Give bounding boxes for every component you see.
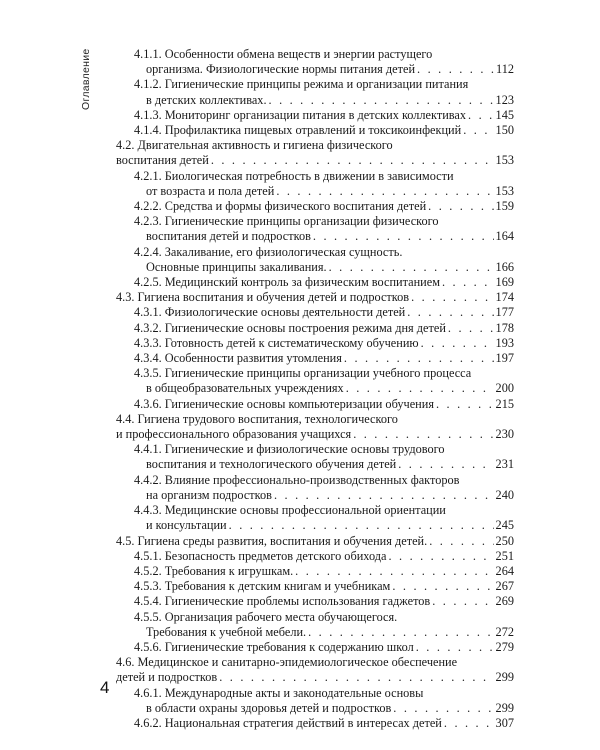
dot-leader (448, 321, 494, 336)
dot-leader (388, 549, 493, 564)
toc-entry-title-line: и профессионального образования учащихся (116, 427, 352, 442)
toc-entry-page: 267 (495, 579, 514, 594)
toc-entry-page: 215 (495, 396, 514, 411)
toc-entry[interactable] (116, 77, 514, 107)
toc-entry-title-line: в области охраны здоровья детей и подростков (146, 700, 392, 715)
dot-leader (329, 260, 494, 275)
toc-entry-page: 299 (495, 670, 514, 685)
toc-entry-page: 230 (495, 427, 514, 442)
toc-entry[interactable] (116, 305, 514, 320)
page-number: 4 (100, 678, 110, 697)
toc-entry[interactable] (116, 579, 514, 594)
toc-entry[interactable] (116, 199, 514, 214)
dot-leader (346, 381, 494, 396)
toc-entry[interactable] (116, 366, 514, 396)
dot-leader (444, 716, 494, 731)
toc-entry-page: 264 (495, 563, 514, 578)
dot-leader (211, 153, 494, 168)
toc-entry-page: 166 (495, 259, 514, 274)
toc-entry-page: 174 (495, 290, 514, 305)
toc-entry-title-line: 4.5.6. Гигиенические требования к содержанию школ (134, 639, 414, 654)
toc-entry[interactable] (116, 290, 514, 305)
dot-leader (295, 564, 493, 579)
toc-entry[interactable] (116, 123, 514, 138)
toc-entry-title-line: 4.1.1. Особенности обмена веществ и энергии растущего (134, 47, 433, 61)
toc-entry[interactable] (116, 549, 514, 564)
toc-entry[interactable] (116, 534, 514, 549)
toc-entry[interactable] (116, 397, 514, 412)
toc-entry-page: 269 (495, 594, 514, 609)
toc-entry[interactable] (116, 594, 514, 609)
toc-entry-title-line: 4.2. Двигательная активность и гигиена физического (116, 138, 393, 153)
toc-entry-page: 231 (495, 457, 514, 472)
toc-entry[interactable] (116, 108, 514, 123)
dot-leader (229, 518, 494, 533)
toc-entry-page: 145 (495, 107, 514, 122)
toc-entry-title-line: и консультации (146, 518, 227, 533)
dot-leader (269, 93, 494, 108)
dot-leader (429, 534, 493, 549)
toc-entry[interactable] (116, 47, 514, 77)
toc-entry-title-line: воспитания детей и подростков (146, 229, 311, 244)
dot-leader (421, 336, 494, 351)
toc-entry-page: 177 (495, 305, 514, 320)
toc-entry[interactable] (116, 716, 514, 731)
toc-entry-title-line: Требования к учебной мебели. (146, 624, 307, 639)
dot-leader (407, 305, 493, 320)
toc-entry-title-line: 4.3.2. Гигиенические основы построения режима дня детей (134, 320, 446, 335)
running-header-vertical: Оглавление (80, 48, 92, 110)
toc-entry-title-line: 4.1.3. Мониторинг организации питания в детских коллективах (134, 107, 467, 122)
toc-entry-page: 178 (495, 320, 514, 335)
dot-leader (417, 62, 494, 77)
dot-leader (432, 594, 493, 609)
dot-leader (392, 579, 493, 594)
toc-entry[interactable] (116, 503, 514, 533)
toc-entry[interactable] (116, 214, 514, 244)
toc-entry-title-line: 4.3. Гигиена воспитания и обучения детей и подростков (116, 290, 410, 305)
toc-entry-title-line: 4.5. Гигиена среды развития, воспитания и обучения детей. (116, 533, 428, 548)
toc-entry-page: 245 (495, 518, 514, 533)
toc-entry-title-line: от возраста и пола детей (146, 183, 275, 198)
dot-leader (398, 457, 493, 472)
toc-entry-title-line: 4.5.1. Безопасность предметов детского обихода (134, 548, 387, 563)
toc-entry-title-line: 4.4.2. Влияние профессионально-производственных факторов (134, 472, 460, 487)
dot-leader (353, 427, 493, 442)
toc-entry[interactable] (116, 610, 514, 640)
toc-entry-page: 279 (495, 639, 514, 654)
toc-entry-title-line: организма. Физиологические нормы питания детей (146, 62, 416, 77)
toc-entry-page: 112 (496, 62, 514, 77)
toc-entry[interactable] (116, 169, 514, 199)
toc-entry[interactable] (116, 442, 514, 472)
toc-entry-title-line: воспитания и технологического обучения детей (146, 457, 397, 472)
toc-entry[interactable] (116, 275, 514, 290)
toc-entry-title-line: 4.5.2. Требования к игрушкам. (134, 563, 294, 578)
toc-entry-page: 164 (495, 229, 514, 244)
toc-entry-title-line: 4.3.3. Готовность детей к систематическому обучению (134, 335, 419, 350)
toc-entry-title-line: 4.4.1. Гигиенические и физиологические основы трудового (134, 442, 445, 457)
toc-entry-title-line: 4.4. Гигиена трудового воспитания, технологического (116, 411, 398, 426)
toc-entry[interactable] (116, 564, 514, 579)
toc-entry[interactable] (116, 138, 514, 168)
dot-leader (436, 397, 494, 412)
toc-entry-page: 193 (495, 335, 514, 350)
toc-entry-page: 150 (495, 123, 514, 138)
toc-entry-title-line: 4.5.3. Требования к детским книгам и учебникам (134, 579, 391, 594)
toc-entry-page: 251 (495, 548, 514, 563)
dot-leader (463, 123, 493, 138)
toc-entry-page: 123 (495, 92, 514, 107)
toc-entry[interactable] (116, 351, 514, 366)
toc-entry-title-line: 4.2.1. Биологическая потребность в движении в зависимости (134, 168, 454, 183)
toc-entry-title-line: Основные принципы закаливания. (146, 259, 327, 274)
toc-entry-title-line: 4.6.1. Международные акты и законодательные основы (134, 685, 424, 700)
toc-entry-title-line: 4.1.4. Профилактика пищевых отравлений и токсикоинфекций (134, 123, 462, 138)
dot-leader (219, 670, 493, 685)
dot-leader (468, 108, 494, 123)
toc-entry-title-line: 4.3.1. Физиологические основы деятельности детей (134, 305, 406, 320)
toc-entry[interactable] (116, 245, 514, 275)
toc-entry-page: 200 (495, 381, 514, 396)
dot-leader (313, 229, 494, 244)
toc-entry-page: 159 (495, 199, 514, 214)
table-of-contents (116, 47, 514, 731)
dot-leader (274, 488, 494, 503)
toc-entry-title-line: в детских коллективах. (146, 92, 267, 107)
dot-leader (442, 275, 494, 290)
toc-entry-title-line: 4.3.5. Гигиенические принципы организации учебного процесса (134, 366, 472, 381)
toc-entry[interactable] (116, 640, 514, 655)
toc-entry-title-line: в общеобразовательных учреждениях (146, 381, 344, 396)
toc-entry-title-line: 4.5.5. Организация рабочего места обучающегося. (134, 609, 398, 624)
toc-entry-page: 272 (495, 624, 514, 639)
dot-leader (416, 640, 494, 655)
toc-entry-page: 240 (495, 487, 514, 502)
toc-entry[interactable] (116, 473, 514, 503)
toc-entry-title-line: 4.3.4. Особенности развития утомления (134, 351, 342, 366)
toc-entry-page: 250 (495, 533, 514, 548)
toc-entry-page: 153 (495, 153, 514, 168)
toc-entry-page: 299 (495, 700, 514, 715)
toc-entry-title-line: 4.2.3. Гигиенические принципы организации физического (134, 214, 439, 229)
toc-entry-title-line: 4.3.6. Гигиенические основы компьютеризации обучения (134, 396, 434, 411)
toc-entry[interactable] (116, 336, 514, 351)
toc-entry[interactable] (116, 321, 514, 336)
dot-leader (428, 199, 493, 214)
toc-entry-title-line: на организм подростков (146, 487, 272, 502)
toc-entry-title-line: детей и подростков (116, 670, 218, 685)
toc-entry-page: 307 (495, 715, 514, 730)
dot-leader (393, 701, 493, 716)
toc-entry-page: 153 (495, 183, 514, 198)
toc-entry-page: 197 (495, 351, 514, 366)
toc-entry-title-line: 4.2.4. Закаливание, его физиологическая сущность. (134, 244, 403, 259)
dot-leader (411, 290, 493, 305)
dot-leader (276, 184, 493, 199)
toc-entry-title-line: 4.6. Медицинское и санитарно-эпидемиологическое обеспечение (116, 655, 458, 670)
toc-entry-page: 169 (495, 275, 514, 290)
toc-entry-title-line: 4.2.2. Средства и формы физического воспитания детей (134, 199, 427, 214)
toc-entry[interactable] (116, 412, 514, 442)
toc-entry[interactable] (116, 686, 514, 716)
toc-entry-title-line: 4.1.2. Гигиенические принципы режима и организации питания (134, 77, 469, 92)
toc-entry[interactable] (116, 655, 514, 685)
toc-entry-title-line: 4.5.4. Гигиенические проблемы использования гаджетов (134, 594, 431, 609)
dot-leader (344, 351, 494, 366)
toc-entry-title-line: 4.2.5. Медицинский контроль за физическим воспитанием (134, 275, 440, 290)
toc-entry-title-line: 4.6.2. Национальная стратегия действий в интересах детей (134, 715, 442, 730)
toc-entry-title-line: воспитания детей (116, 153, 209, 168)
toc-entry-title-line: 4.4.3. Медицинские основы профессиональной ориентации (134, 503, 446, 518)
dot-leader (308, 625, 493, 640)
